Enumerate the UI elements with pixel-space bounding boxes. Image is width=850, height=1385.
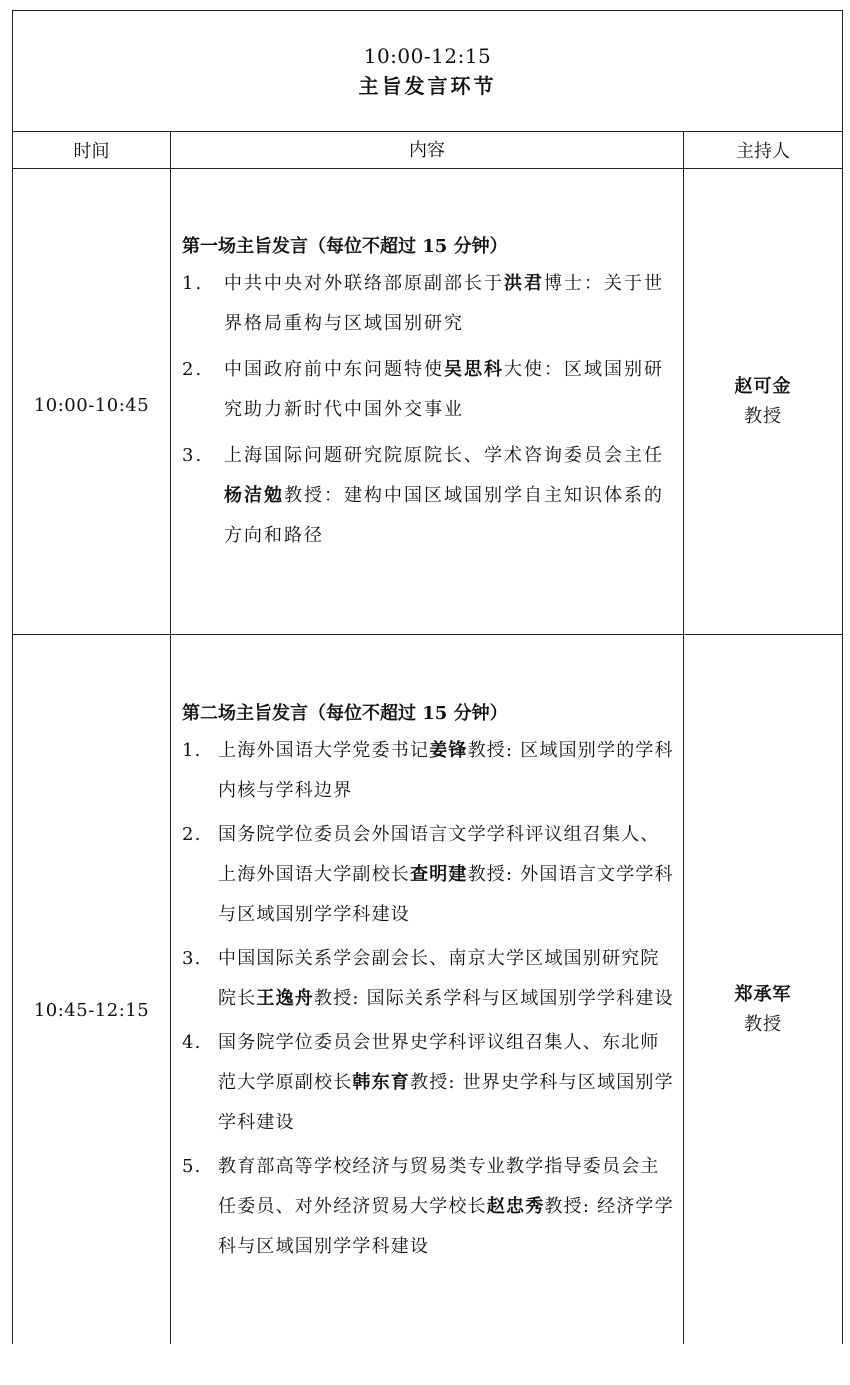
item-text: 国务院学位委员会世界史学科评议组召集人、东北师范大学原副校长韩东育教授: 世界史学科与区域国别学学科建设	[218, 1032, 674, 1133]
row-time: 10:45-12:15	[33, 999, 150, 1021]
session-time: 10:00-12:15	[363, 44, 492, 68]
speaker-name: 韩东育	[352, 1072, 411, 1093]
speaker-name: 赵忠秀	[486, 1196, 545, 1217]
header-time: 时间	[73, 141, 110, 162]
item-text: 上海外国语大学党委书记姜锋教授: 区域国别学的学科内核与学科边界	[218, 740, 674, 801]
host-name: 赵可金	[734, 375, 792, 397]
item-number: 1.	[182, 740, 202, 761]
speaker-name: 吴思科	[444, 359, 504, 380]
item-text: 中共中央对外联络部原副部长于洪君博士：关于世界格局重构与区域国别研究	[224, 273, 664, 334]
host-title: 教授	[744, 405, 782, 427]
list-item	[182, 1023, 674, 1143]
item-number: 4.	[182, 1032, 202, 1053]
item-text: 中国政府前中东问题特使吴思科大使：区域国别研究助力新时代中国外交事业	[224, 359, 664, 420]
row-content	[182, 232, 674, 562]
list-item	[182, 815, 674, 935]
host-name: 郑承军	[734, 984, 792, 1005]
item-text: 中国国际关系学会副会长、南京大学区域国别研究院院长王逸舟教授: 国际关系学科与区域国别学学科建设	[218, 948, 674, 1009]
header-host: 主持人	[736, 141, 790, 162]
speaker-name: 洪君	[504, 273, 544, 294]
item-number: 2.	[182, 359, 204, 380]
item-number: 3.	[182, 948, 202, 969]
speaker-name: 查明建	[410, 864, 468, 885]
list-item	[182, 1147, 674, 1267]
section-title: 第二场主旨发言（每位不超过 15 分钟）	[182, 703, 508, 724]
item-text: 教育部高等学校经济与贸易类专业教学指导委员会主任委员、对外经济贸易大学校长赵忠秀教授: 经济学学科与区域国别学学科建设	[218, 1156, 674, 1257]
item-text: 国务院学位委员会外国语言文学学科评议组召集人、上海外国语大学副校长查明建教授: 外国语言文学学科与区域国别学学科建设	[218, 824, 674, 925]
speaker-name: 王逸舟	[256, 988, 315, 1009]
row-content	[182, 699, 674, 1271]
item-number: 1.	[182, 273, 204, 294]
border-top	[12, 10, 843, 11]
speaker-name: 杨洁勉	[224, 485, 284, 506]
section-title: 第一场主旨发言（每位不超过 15 分钟）	[182, 236, 508, 257]
header-content: 内容	[409, 140, 445, 161]
row-host	[684, 635, 842, 1385]
host-title: 教授	[744, 1014, 782, 1035]
item-number: 2.	[182, 824, 202, 845]
list-item	[182, 264, 674, 344]
speaker-name: 姜锋	[429, 740, 468, 761]
item-text: 上海国际问题研究院原院长、学术咨询委员会主任杨洁勉教授：建构中国区域国别学自主知识体系的方向和路径	[224, 445, 664, 546]
border-right	[842, 10, 843, 1344]
border-col1	[170, 131, 171, 1344]
row-host	[684, 169, 842, 634]
row-time: 10:00-10:45	[33, 395, 150, 416]
session-title: 主旨发言环节	[358, 74, 497, 98]
item-number: 5.	[182, 1156, 202, 1177]
list-item	[182, 350, 674, 430]
item-number: 3.	[182, 445, 204, 466]
list-item	[182, 436, 674, 556]
list-item	[182, 939, 674, 1019]
list-item	[182, 731, 674, 811]
session-title-block	[13, 12, 842, 130]
